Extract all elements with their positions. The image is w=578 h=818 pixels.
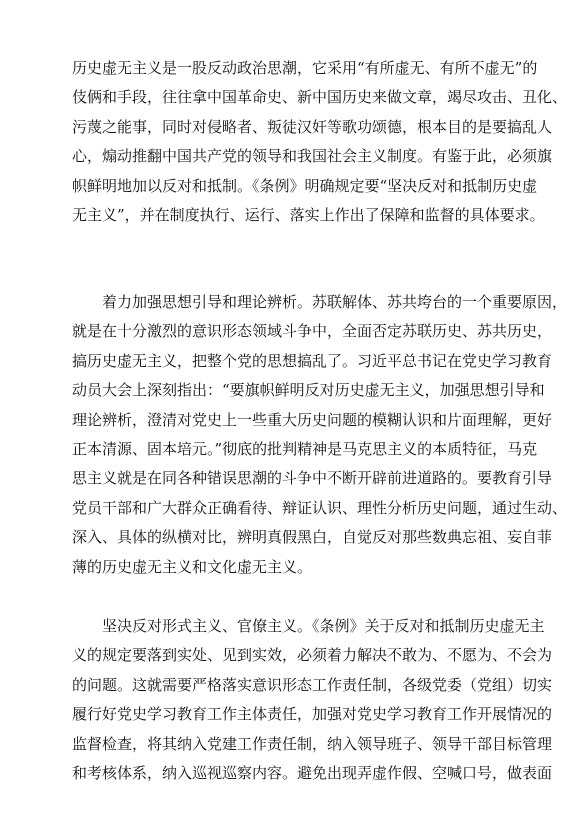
text-line: 伎俩和手段，往往拿中国革命史、新中国历史来做文章，竭尽攻击、丑化、 [72,88,568,107]
text-line: 理论辨析，澄清对党史上一些重大历史问题的模糊认识和片面理解，更好 [72,410,553,429]
text-line: 无主义”，并在制度执行、运行、落实上作出了保障和监督的具体要求。 [72,206,545,225]
text-line: 监督检查，将其纳入党建工作责任制，纳入领导班子、领导干部目标管理 [72,734,553,753]
text-line: 履行好党史学习教育工作主体责任，加强对党史学习教育工作开展情况的 [72,705,553,724]
text-line: 薄的历史虚无主义和文化虚无主义。 [72,557,313,576]
paragraph-1 [72,54,568,230]
text-line: 帜鲜明地加以反对和抵制。《条例》明确规定要“坚决反对和抵制历史虚 [72,176,538,195]
paragraph-2 [72,288,568,582]
text-line: 坚决反对形式主义、官僚主义。《条例》关于反对和抵制历史虚无主 [102,617,545,635]
text-line: 心，煽动推翻中国共产党的领导和我国社会主义制度。有鉴于此，必须旗 [72,147,553,166]
paragraph-3 [72,612,553,788]
text-line: 历史虚无主义是一股反动政治思潮，它采用“有所虚无、有所不虚无”的 [72,59,538,77]
text-line: 着力加强思想引导和理论辨析。苏联解体、苏共垮台的一个重要原因， [102,293,568,311]
text-line: 和考核体系，纳入巡视巡察内容。避免出现弄虚作假、空喊口号，做表面 [72,764,553,783]
text-line: 的问题。这就需要严格落实意识形态工作责任制，各级党委（党组）切实 [72,675,553,694]
text-line: 动员大会上深刻指出：“要旗帜鲜明反对历史虚无主义，加强思想引导和 [72,381,545,400]
text-line: 义的规定要落到实处、见到实效，必须着力解决不敢为、不愿为、不会为 [72,646,553,665]
text-line: 正本清源、固本培元。”彻底的批判精神是马克思主义的本质特征，马克 [72,440,538,459]
text-line: 深入、具体的纵横对比，辨明真假黑白，自觉反对那些数典忘祖、妄自菲 [72,528,553,547]
text-line: 搞历史虚无主义，把整个党的思想搞乱了。习近平总书记在党史学习教育 [72,351,553,370]
text-line: 党员干部和广大群众正确看待、辩证认识、理性分析历史问题，通过生动、 [72,498,568,517]
text-line: 思主义就是在同各种错误思潮的斗争中不断开辟前进道路的。要教育引导 [72,469,553,488]
text-line: 污蔑之能事，同时对侵略者、叛徒汉奸等歌功颂德，根本目的是要搞乱人 [72,117,553,136]
text-line: 就是在十分激烈的意识形态领域斗争中，全面否定苏联历史、苏共历史， [72,322,553,341]
